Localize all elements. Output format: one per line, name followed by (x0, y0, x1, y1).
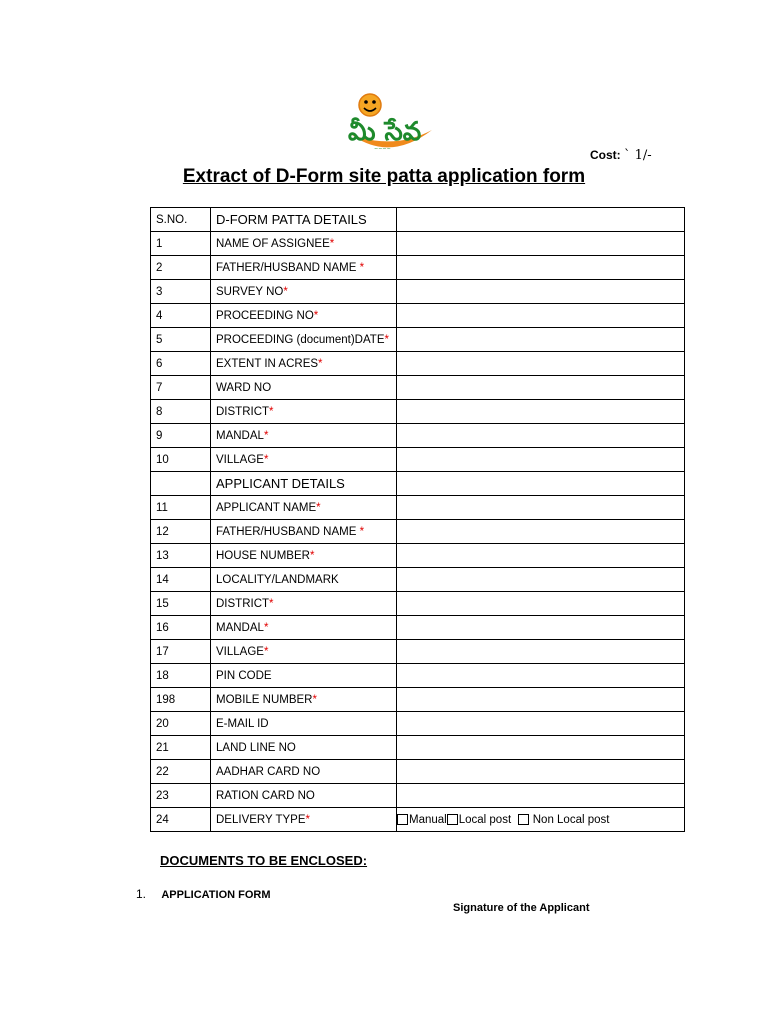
required-asterisk: * (359, 525, 365, 538)
field-label-patta-5 (211, 328, 397, 352)
field-label-text: AADHAR CARD NO (216, 765, 321, 778)
local-post-checkbox[interactable] (447, 814, 458, 825)
required-asterisk: * (384, 333, 389, 346)
field-label-text: NAME OF ASSIGNEE (216, 237, 330, 250)
field-label-applicant-23 (211, 784, 397, 808)
field-value-patta-6[interactable] (397, 352, 685, 376)
field-label-text: PROCEEDING (document)DATE (216, 333, 385, 346)
field-value-patta-4[interactable] (397, 304, 685, 328)
mee-seva-logo (340, 90, 440, 160)
row-number: 12 (151, 520, 211, 544)
row-number: 5 (151, 328, 211, 352)
field-label-applicant-198 (211, 688, 397, 712)
required-asterisk: * (318, 357, 323, 370)
table-row (151, 424, 685, 448)
field-value-applicant-13[interactable] (397, 544, 685, 568)
table-row (151, 784, 685, 808)
field-value-patta-7[interactable] (397, 376, 685, 400)
row-number: 4 (151, 304, 211, 328)
table-row (151, 592, 685, 616)
table-row (151, 616, 685, 640)
row-number: 9 (151, 424, 211, 448)
required-asterisk: * (312, 693, 317, 706)
sno-header: S.NO. (151, 208, 211, 232)
field-label-text: FATHER/HUSBAND NAME (216, 261, 360, 274)
field-label-patta-8 (211, 400, 397, 424)
field-label-text: PROCEEDING NO (216, 309, 314, 322)
field-value-patta-2[interactable] (397, 256, 685, 280)
table-row (151, 496, 685, 520)
required-asterisk: * (269, 405, 274, 418)
field-label-text: MANDAL (216, 621, 264, 634)
delivery-type-row (151, 808, 685, 832)
field-label-applicant-18 (211, 664, 397, 688)
table-row (151, 520, 685, 544)
field-label-applicant-17 (211, 640, 397, 664)
field-value-patta-9[interactable] (397, 424, 685, 448)
row-number: 18 (151, 664, 211, 688)
required-asterisk: * (263, 621, 269, 634)
field-label-patta-9 (211, 424, 397, 448)
field-label-text: HOUSE NUMBER (216, 549, 310, 562)
row-number: 13 (151, 544, 211, 568)
field-label-applicant-12 (211, 520, 397, 544)
row-number: 23 (151, 784, 211, 808)
field-value-applicant-15[interactable] (397, 592, 685, 616)
field-label-text: VILLAGE (216, 453, 264, 466)
manual-option-label: Manual (409, 813, 447, 826)
field-label-applicant-16 (211, 616, 397, 640)
row-number: 14 (151, 568, 211, 592)
required-asterisk: * (263, 645, 269, 658)
row-number: 22 (151, 760, 211, 784)
field-label-text: PIN CODE (216, 669, 272, 682)
cost-label: Cost: ` 1/- (590, 148, 652, 163)
svg-text:మీ సేవ: మీ సేవ (348, 117, 422, 147)
field-value-applicant-18[interactable] (397, 664, 685, 688)
row-number: 15 (151, 592, 211, 616)
field-label-text: RATION CARD NO (216, 789, 315, 802)
table-row (151, 568, 685, 592)
patta-details-header: D-FORM PATTA DETAILS (211, 208, 397, 232)
required-asterisk: * (329, 237, 335, 250)
field-label-text: LOCALITY/LANDMARK (216, 573, 339, 586)
field-label-applicant-13 (211, 544, 397, 568)
row-number: 21 (151, 736, 211, 760)
row-number: 10 (151, 448, 211, 472)
manual-checkbox[interactable] (397, 814, 408, 825)
row-number: 24 (151, 808, 211, 832)
delivery-options (397, 808, 685, 832)
field-value-applicant-20[interactable] (397, 712, 685, 736)
mee-seva-smiley-logo-icon (340, 90, 440, 160)
table-row (151, 760, 685, 784)
table-row (151, 352, 685, 376)
table-header-row (151, 208, 685, 232)
table-row (151, 664, 685, 688)
required-asterisk: * (359, 261, 365, 274)
application-form-table (150, 207, 685, 832)
field-label-applicant-21 (211, 736, 397, 760)
field-label-delivery-type (211, 808, 397, 832)
field-value-patta-5[interactable] (397, 328, 685, 352)
field-value-applicant-22[interactable] (397, 760, 685, 784)
field-label-text: VILLAGE (216, 645, 264, 658)
document-item-number: 1. (136, 887, 147, 901)
required-asterisk: * (313, 309, 319, 322)
field-value-applicant-21[interactable] (397, 736, 685, 760)
field-value-patta-1[interactable] (397, 232, 685, 256)
row-number: 17 (151, 640, 211, 664)
row-number: 3 (151, 280, 211, 304)
field-label-text: E-MAIL ID (216, 717, 269, 730)
field-value-applicant-14[interactable] (397, 568, 685, 592)
field-value-applicant-12[interactable] (397, 520, 685, 544)
required-asterisk: * (269, 597, 274, 610)
table-row (151, 544, 685, 568)
field-label-text: SURVEY NO (216, 285, 284, 298)
row-number: 7 (151, 376, 211, 400)
table-row (151, 280, 685, 304)
applicant-details-header: APPLICANT DETAILS (211, 472, 397, 496)
documents-heading: DOCUMENTS TO BE ENCLOSED: (160, 853, 368, 868)
required-asterisk: * (316, 501, 321, 514)
field-value-applicant-23[interactable] (397, 784, 685, 808)
row-number: 16 (151, 616, 211, 640)
field-label-applicant-14 (211, 568, 397, 592)
field-label-text: MANDAL (216, 429, 264, 442)
field-label-text: DELIVERY TYPE (216, 813, 306, 826)
non-local-post-checkbox[interactable] (518, 814, 529, 825)
required-asterisk: * (309, 549, 315, 562)
value-cell (397, 208, 685, 232)
table-row (151, 376, 685, 400)
field-label-patta-3 (211, 280, 397, 304)
table-row (151, 712, 685, 736)
field-value-applicant-17[interactable] (397, 640, 685, 664)
field-label-text: APPLICANT NAME (216, 501, 317, 514)
non-local-post-option-label: Non Local post (532, 813, 610, 826)
row-number: 198 (151, 688, 211, 712)
field-value-patta-10[interactable] (397, 448, 685, 472)
table-row (151, 232, 685, 256)
required-asterisk: * (263, 453, 269, 466)
field-value-patta-8[interactable] (397, 400, 685, 424)
cost-value: ` 1/- (624, 148, 652, 163)
field-label-patta-7 (211, 376, 397, 400)
row-number: 8 (151, 400, 211, 424)
table-row (151, 736, 685, 760)
required-asterisk: * (305, 813, 310, 826)
field-label-applicant-20 (211, 712, 397, 736)
field-value-applicant-198[interactable] (397, 688, 685, 712)
field-label-text: FATHER/HUSBAND NAME (216, 525, 360, 538)
table-row (151, 328, 685, 352)
field-label-text: EXTENT IN ACRES (216, 357, 319, 370)
field-label-text: MOBILE NUMBER (216, 693, 313, 706)
field-label-applicant-15 (211, 592, 397, 616)
field-label-patta-1 (211, 232, 397, 256)
field-label-text: DISTRICT (216, 597, 270, 610)
field-value-applicant-16[interactable] (397, 616, 685, 640)
table-row (151, 304, 685, 328)
field-value-applicant-11[interactable] (397, 496, 685, 520)
field-label-applicant-22 (211, 760, 397, 784)
field-label-patta-2 (211, 256, 397, 280)
row-number: 6 (151, 352, 211, 376)
row-number: 2 (151, 256, 211, 280)
field-label-text: LAND LINE NO (216, 741, 296, 754)
document-item-text: APPLICATION FORM (161, 889, 271, 901)
page-title: Extract of D-Form site patta application form (182, 166, 586, 187)
table-row (151, 640, 685, 664)
row-number: 1 (151, 232, 211, 256)
empty-cell (151, 472, 211, 496)
applicant-section-row (151, 472, 685, 496)
field-label-applicant-11 (211, 496, 397, 520)
table-row (151, 256, 685, 280)
local-post-option-label: Local post (458, 813, 512, 826)
svg-text:∼∼∼∼: ∼∼∼∼ (374, 146, 391, 152)
field-label-patta-10 (211, 448, 397, 472)
required-asterisk: * (263, 429, 269, 442)
signature-label: Signature of the Applicant (453, 902, 590, 914)
table-row (151, 688, 685, 712)
value-cell (397, 472, 685, 496)
document-list-item (136, 887, 271, 901)
required-asterisk: * (283, 285, 288, 298)
field-label-patta-6 (211, 352, 397, 376)
table-row (151, 448, 685, 472)
row-number: 11 (151, 496, 211, 520)
field-label-text: WARD NO (216, 381, 272, 394)
table-row (151, 400, 685, 424)
field-value-patta-3[interactable] (397, 280, 685, 304)
field-label-patta-4 (211, 304, 397, 328)
row-number: 20 (151, 712, 211, 736)
field-label-text: DISTRICT (216, 405, 270, 418)
